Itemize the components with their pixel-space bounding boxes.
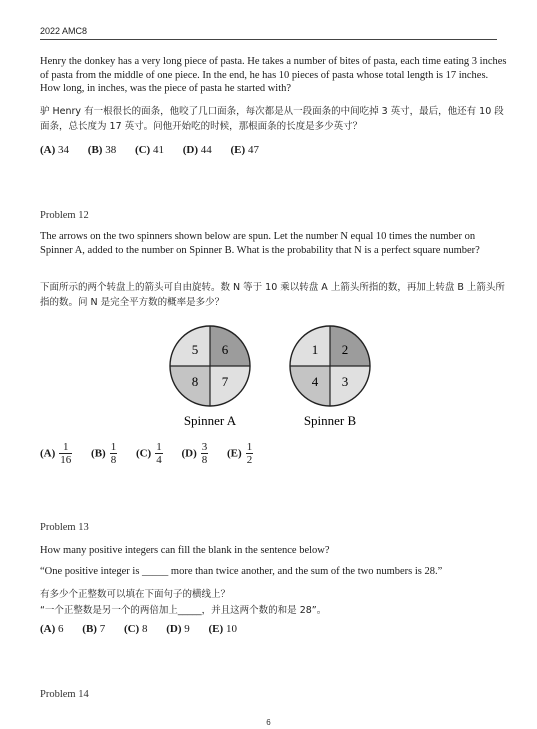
problem12-heading: Problem 12 [40, 210, 89, 221]
spinner-a-number: 5 [191, 341, 199, 357]
fraction [59, 441, 72, 466]
fraction-denominator: 8 [201, 454, 208, 466]
problem12-text: The arrows on the two spinners shown below are spun. Let the number N equal 10 times the number on Spinner A, added to the number on Spinner B. What is the probability that N is a perfect square number? [40, 231, 480, 256]
choice-value: 7 [99, 623, 106, 635]
choice-value: 41 [152, 144, 164, 156]
choice-label: (D) [182, 144, 199, 156]
choice-label: (B) [87, 144, 103, 156]
fraction-denominator: 4 [156, 454, 162, 466]
choice-b[interactable] [82, 623, 105, 635]
fraction [110, 441, 118, 466]
fraction-numerator: 1 [246, 441, 253, 453]
problem11-choices [40, 144, 275, 156]
problem13-quote: “One positive integer is _____ more than twice another, and the sum of the two numbers is 28.” [40, 566, 443, 577]
spinner-b [290, 326, 370, 428]
choice-a[interactable] [40, 144, 69, 156]
fraction [201, 441, 209, 466]
page-number: 6 [266, 718, 271, 727]
choice-e[interactable] [209, 623, 237, 635]
fraction-numerator: 3 [201, 441, 208, 453]
choice-value: 9 [184, 623, 190, 635]
spinners-figure [160, 322, 380, 434]
choice-value: 6 [58, 623, 64, 635]
choice-a[interactable] [40, 623, 64, 635]
choice-label: (D) [166, 623, 182, 635]
problem14-heading: Problem 14 [40, 689, 89, 700]
choice-d[interactable] [166, 623, 190, 635]
choice-value: 44 [200, 144, 212, 156]
problem13-text: How many positive integers can fill the blank in the sentence below? [40, 545, 330, 556]
spinner-a-label: Spinner A [183, 413, 237, 428]
fraction [155, 441, 163, 466]
choice-label: (A) [40, 144, 56, 156]
choice-d[interactable] [183, 144, 212, 156]
choice-label: (A) [40, 623, 56, 635]
spinner-b-number: 4 [311, 373, 319, 389]
page-header-title: 2022 AMC8 [40, 26, 88, 36]
spinner-b-number: 3 [341, 373, 349, 389]
choice-label: (A) [40, 447, 56, 460]
choice-c[interactable] [124, 623, 148, 635]
spinner-a-number: 6 [221, 341, 229, 357]
spinner-b-label: Spinner B [303, 413, 357, 428]
choice-value: 38 [105, 144, 117, 156]
choice-label: (E) [227, 447, 242, 460]
header-divider [40, 39, 497, 40]
choice-label: (B) [91, 447, 106, 460]
problem12-choices [40, 441, 269, 466]
choice-value: 8 [141, 623, 148, 635]
spinner-b-number: 2 [341, 341, 349, 357]
fraction [246, 441, 254, 466]
fraction-numerator: 1 [110, 441, 117, 453]
problem11-text-cn: 驴 Henry 有一根很长的面条，他咬了几口面条，每次都是从一段面条的中间吃掉 3 英寸，最后，他还有 10 段面条，总长度为 17 英寸。问他开始吃的时候，那根面条的长度是多少英寸？ [40, 106, 504, 132]
choice-label: (C) [134, 144, 151, 156]
choice-e[interactable] [231, 144, 259, 156]
problem13-quote-cn: “一个正整数是另一个的两倍加上_____，并且这两个数的和是 28”。 [40, 605, 327, 616]
fraction-denominator: 16 [60, 454, 72, 466]
choice-label: (C) [135, 447, 152, 460]
choice-d[interactable] [181, 441, 208, 466]
spinner-a-number: 8 [191, 373, 199, 389]
choice-label: (D) [181, 447, 197, 460]
fraction-denominator: 8 [110, 454, 117, 466]
problem13-text-cn: 有多少个正整数可以填在下面句子的横线上？ [40, 589, 231, 600]
choice-label: (C) [123, 623, 140, 635]
choice-e[interactable] [227, 441, 253, 466]
choice-b[interactable] [91, 441, 117, 466]
choice-label: (E) [230, 144, 246, 156]
fraction-denominator: 2 [246, 454, 253, 466]
problem13-heading: Problem 13 [40, 522, 89, 533]
choice-b[interactable] [88, 144, 116, 156]
spinner-a-number: 7 [221, 373, 229, 389]
fraction-numerator: 1 [59, 441, 72, 454]
spinner-a [170, 326, 250, 428]
choice-value: 34 [58, 144, 70, 156]
choice-value: 47 [247, 144, 259, 156]
spinner-b-number: 1 [311, 341, 319, 357]
fraction-numerator: 1 [156, 441, 162, 453]
choice-a[interactable] [40, 441, 72, 466]
choice-c[interactable] [135, 144, 164, 156]
problem11-text: Henry the donkey has a very long piece of pasta. He takes a number of bites of pasta, each time eating 3 inches of pasta from the middle of one piece. In the end, he has 10 pieces of pasta whose total length is 17 inches. How long, in inches, was the piece of pasta he started with? [40, 56, 507, 94]
choice-label: (B) [82, 623, 97, 635]
choice-label: (E) [208, 623, 224, 635]
problem13-choices [40, 623, 253, 635]
problem12-text-cn: 下面所示的两个转盘上的箭头可自由旋转。数 N 等于 10 乘以转盘 A 上箭头所指的数，再加上转盘 B 上箭头所指的数。问 N 是完全平方数的概率是多少？ [40, 282, 505, 308]
choice-c[interactable] [136, 441, 163, 466]
choice-value: 10 [225, 623, 237, 635]
